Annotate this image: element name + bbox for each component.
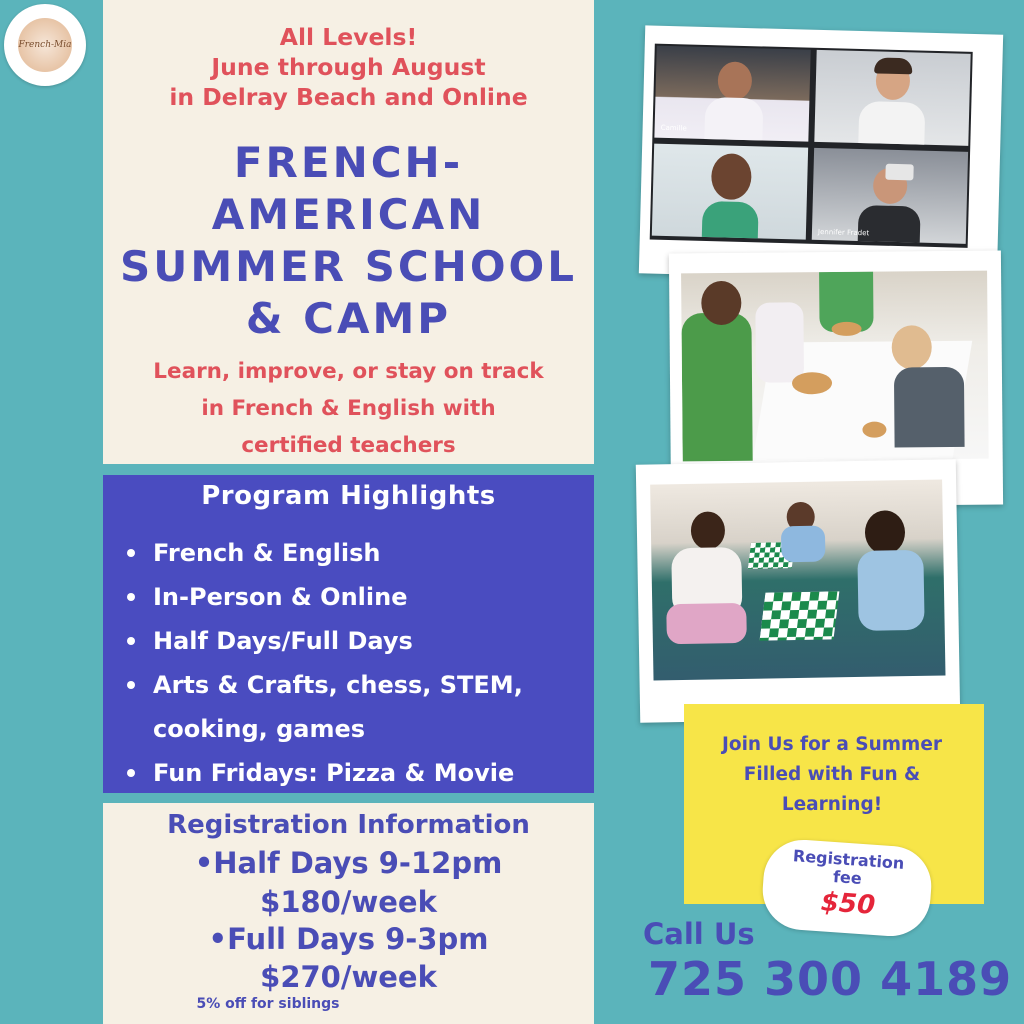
- intro-text: [103, 22, 594, 112]
- fee-amount: $50: [819, 887, 877, 921]
- title-line-4: & CAMP: [245, 294, 452, 343]
- tagline-line-1: Learn, improve, or stay on track: [153, 359, 544, 384]
- highlight-item: Half Days/Full Days: [126, 619, 586, 663]
- sibling-discount-note: 5% off for siblings: [196, 996, 340, 1012]
- logo-text: French-Mia: [18, 40, 72, 50]
- title-line-2: AMERICAN: [211, 190, 486, 239]
- video-tile: [654, 46, 810, 142]
- half-days-price: $180/week: [260, 885, 437, 919]
- tagline-line-2: in French & English with: [201, 396, 496, 421]
- video-call-grid: [650, 44, 973, 248]
- highlight-item: French & English: [126, 531, 586, 575]
- full-days-schedule: •Full Days 9-3pm: [208, 922, 489, 956]
- video-tile: [814, 50, 970, 146]
- promo-text: [692, 730, 972, 820]
- highlight-item: In-Person & Online: [126, 575, 586, 619]
- promo-line-3: Learning!: [781, 794, 883, 815]
- highlight-item: Fun Fridays: Pizza & Movie: [126, 751, 586, 795]
- highlight-item-continued: cooking, games: [153, 715, 366, 743]
- participant-name: Jennifer Fradet: [817, 227, 870, 238]
- highlight-item: Arts & Crafts, chess, STEM,: [126, 663, 586, 707]
- highlights-heading: Program Highlights: [201, 481, 496, 511]
- levels-text: All Levels!: [279, 23, 418, 51]
- title-line-1: FRENCH-: [233, 138, 464, 187]
- cooking-scene: [681, 271, 989, 462]
- fee-label-line-1: Registration: [792, 846, 905, 873]
- logo: [4, 4, 86, 86]
- title-line-3: SUMMER SCHOOL: [120, 242, 577, 291]
- fee-label-line-2: fee: [832, 867, 863, 888]
- video-tile: [652, 144, 808, 240]
- full-days-price: $270/week: [260, 960, 437, 994]
- location-text: in Delray Beach and Online: [169, 83, 528, 111]
- promo-line-2: Filled with Fun &: [743, 764, 921, 785]
- dates-text: June through August: [211, 53, 486, 81]
- participant-name: Camille: [660, 123, 687, 133]
- call-us-label: Call Us: [643, 917, 755, 951]
- photo-chess-games: [636, 459, 960, 723]
- registration-heading: Registration Information: [167, 810, 530, 840]
- highlights-list: [126, 531, 586, 795]
- tagline: [103, 353, 594, 464]
- chess-scene: [650, 479, 945, 680]
- page-title: [103, 137, 594, 345]
- tagline-line-3: certified teachers: [241, 433, 456, 458]
- video-tile: [812, 148, 968, 244]
- photo-online-class: [639, 25, 1003, 282]
- phone-number[interactable]: 725 300 4189: [648, 952, 1013, 1006]
- promo-line-1: Join Us for a Summer: [722, 734, 942, 755]
- logo-mark: [18, 18, 72, 72]
- half-days-schedule: •Half Days 9-12pm: [194, 846, 503, 880]
